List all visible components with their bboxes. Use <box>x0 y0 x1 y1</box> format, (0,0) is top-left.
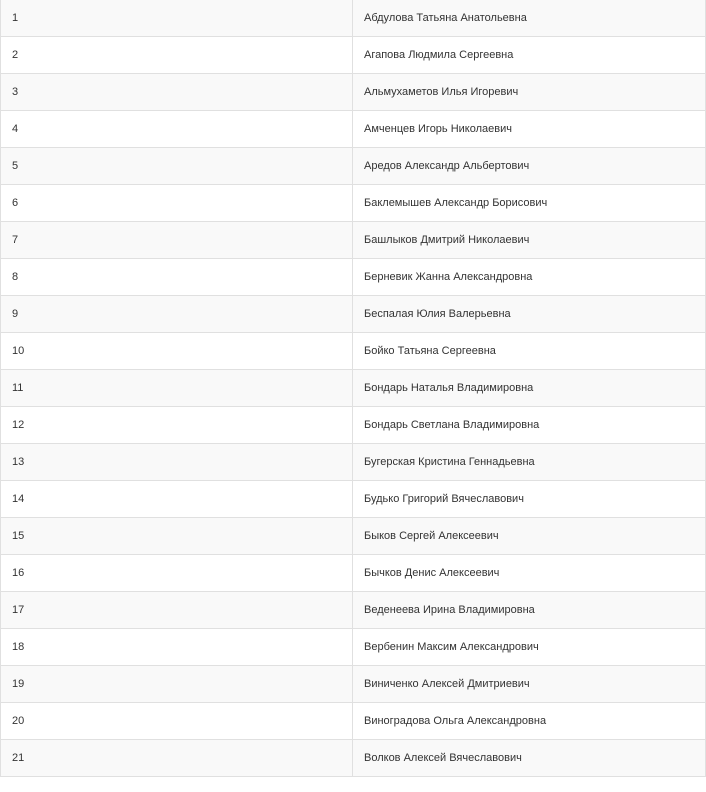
person-name: Башлыков Дмитрий Николаевич <box>353 222 706 259</box>
person-name: Бойко Татьяна Сергеевна <box>353 333 706 370</box>
person-name: Баклемышев Александр Борисович <box>353 185 706 222</box>
table-row <box>1 481 706 518</box>
table-row <box>1 0 706 37</box>
row-number: 13 <box>1 444 353 481</box>
row-number: 6 <box>1 185 353 222</box>
table-row <box>1 148 706 185</box>
person-name: Вербенин Максим Александрович <box>353 629 706 666</box>
person-name: Агапова Людмила Сергеевна <box>353 37 706 74</box>
table-row <box>1 111 706 148</box>
row-number: 12 <box>1 407 353 444</box>
table-row <box>1 296 706 333</box>
row-number: 18 <box>1 629 353 666</box>
person-name: Альмухаметов Илья Игоревич <box>353 74 706 111</box>
person-name: Виниченко Алексей Дмитриевич <box>353 666 706 703</box>
row-number: 19 <box>1 666 353 703</box>
row-number: 4 <box>1 111 353 148</box>
table-row <box>1 592 706 629</box>
table-row <box>1 407 706 444</box>
table-row <box>1 740 706 777</box>
person-name: Быков Сергей Алексеевич <box>353 518 706 555</box>
table-row <box>1 518 706 555</box>
table-row <box>1 185 706 222</box>
row-number: 3 <box>1 74 353 111</box>
person-name: Волков Алексей Вячеславович <box>353 740 706 777</box>
row-number: 17 <box>1 592 353 629</box>
table-row <box>1 444 706 481</box>
person-name: Бондарь Светлана Владимировна <box>353 407 706 444</box>
person-name: Будько Григорий Вячеславович <box>353 481 706 518</box>
table-row <box>1 333 706 370</box>
row-number: 5 <box>1 148 353 185</box>
row-number: 2 <box>1 37 353 74</box>
person-name: Виноградова Ольга Александровна <box>353 703 706 740</box>
person-name: Бычков Денис Алексеевич <box>353 555 706 592</box>
table-row <box>1 629 706 666</box>
row-number: 9 <box>1 296 353 333</box>
person-name: Бугерская Кристина Геннадьевна <box>353 444 706 481</box>
person-name: Абдулова Татьяна Анатольевна <box>353 0 706 37</box>
row-number: 1 <box>1 0 353 37</box>
table-row <box>1 222 706 259</box>
row-number: 11 <box>1 370 353 407</box>
table-row <box>1 370 706 407</box>
person-name: Аредов Александр Альбертович <box>353 148 706 185</box>
row-number: 8 <box>1 259 353 296</box>
row-number: 21 <box>1 740 353 777</box>
row-number: 7 <box>1 222 353 259</box>
row-number: 10 <box>1 333 353 370</box>
table-row <box>1 37 706 74</box>
row-number: 16 <box>1 555 353 592</box>
row-number: 20 <box>1 703 353 740</box>
table-row <box>1 259 706 296</box>
people-table-body <box>1 0 706 777</box>
table-row <box>1 666 706 703</box>
table-row <box>1 555 706 592</box>
table-row <box>1 74 706 111</box>
person-name: Амченцев Игорь Николаевич <box>353 111 706 148</box>
person-name: Беспалая Юлия Валерьевна <box>353 296 706 333</box>
row-number: 15 <box>1 518 353 555</box>
person-name: Веденеева Ирина Владимировна <box>353 592 706 629</box>
table-row <box>1 703 706 740</box>
person-name: Бондарь Наталья Владимировна <box>353 370 706 407</box>
row-number: 14 <box>1 481 353 518</box>
person-name: Берневик Жанна Александровна <box>353 259 706 296</box>
